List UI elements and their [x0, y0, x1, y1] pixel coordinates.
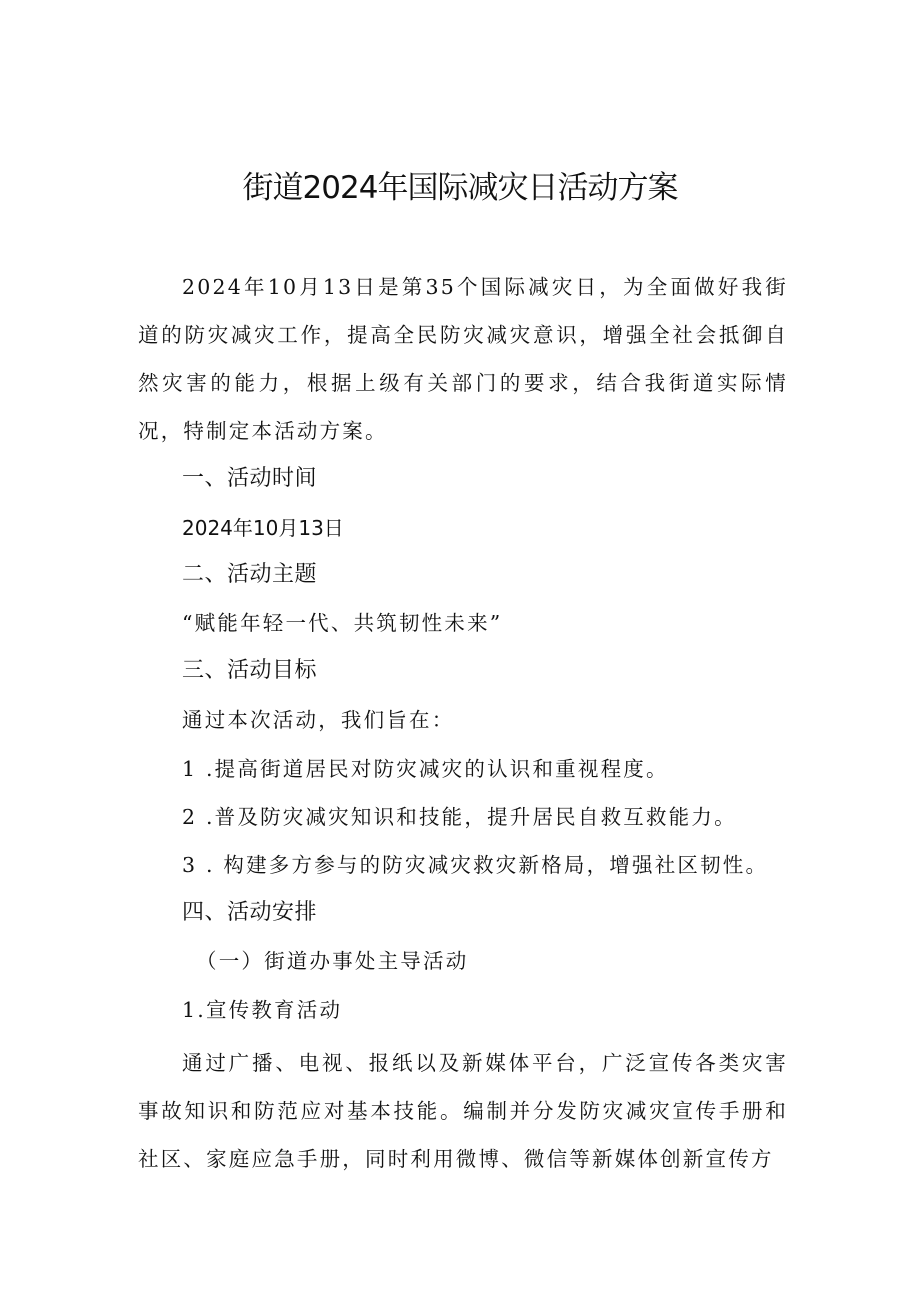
objective-item-3: 3 . 构建多方参与的防灾减灾救灾新格局，增强社区韧性。: [182, 853, 769, 877]
activity-date: 2024年10月13日: [182, 516, 344, 540]
document-title: 街道2024年国际减灾日活动方案: [242, 170, 678, 206]
publicity-paragraph: 通过广播、电视、报纸以及新媒体平台，广泛宣传各类灾害事故知识和防范应对基本技能。编制并分发防灾减灾宣传手册和社区、家庭应急手册，同时利用微博、微信等新媒体创新宣传方: [138, 1051, 788, 1171]
section4-item-title: 1.宣传教育活动: [182, 998, 343, 1022]
section1-heading: 一、活动时间: [182, 466, 318, 491]
section3-heading: 三、活动目标: [182, 658, 318, 683]
section2-heading: 二、活动主题: [182, 562, 318, 587]
intro-paragraph: 2024年10月13日是第35个国际减灾日，为全面做好我街道的防灾减灾工作，提高全民防灾减灾意识，增强全社会抵御自然灾害的能力，根据上级有关部门的要求，结合我街道实际情况，特制定本活动方案。: [138, 275, 788, 443]
objectives-lead: 通过本次活动，我们旨在：: [182, 708, 455, 732]
objective-item-2: 2 .普及防灾减灾知识和技能，提升居民自救互救能力。: [182, 805, 737, 829]
section4-subheading: （一）街道办事处主导活动: [196, 949, 469, 973]
activity-theme: “赋能年轻一代、共筑韧性未来”: [182, 611, 503, 635]
objective-item-1: 1 .提高街道居民对防灾减灾的认识和重视程度。: [182, 757, 669, 781]
section4-heading: 四、活动安排: [182, 900, 318, 925]
